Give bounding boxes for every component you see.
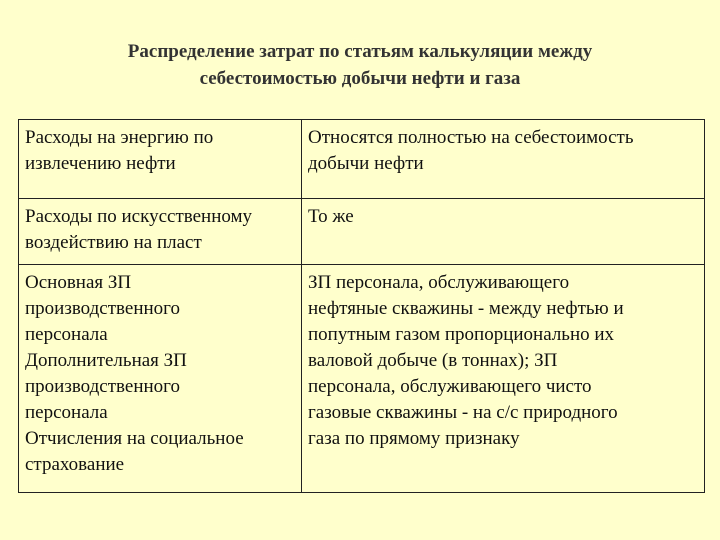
cell-text-line: персонала, обслуживающего чисто [308,376,592,397]
cost-item-cell [19,120,302,199]
table-row [19,120,705,199]
allocation-cell [302,199,705,265]
allocation-cell [302,120,705,199]
cell-text-line: добычи нефти [308,153,424,174]
table-row [19,265,705,493]
cell-text-line: страхование [25,454,125,475]
cell-text-line: извлечению нефти [25,153,176,174]
cell-text-line: воздействию на пласт [25,232,202,253]
cell-text-line: нефтяные скважины - между нефтью и [308,298,624,319]
cell-text-line: производственного [25,376,180,397]
cost-item-cell [19,199,302,265]
allocation-cell [302,265,705,493]
cell-text-line: газа по прямому признаку [308,428,520,449]
cost-item-cell [19,265,302,493]
cell-text-line: валовой добыче (в тоннах); ЗП [308,350,558,371]
cell-text-line: Относятся полностью на себестоимость [308,127,634,148]
title-line-1: Распределение затрат по статьям калькуляции между [127,41,593,62]
cell-text-line: Дополнительная ЗП [25,350,187,371]
page-title [60,38,660,92]
cell-text-line: газовые скважины - на с/с природного [308,402,618,423]
cell-text-line: персонала [25,402,108,423]
title-line-2: себестоимостью добычи нефти и газа [199,68,521,89]
table-row [19,199,705,265]
cell-text-line: попутным газом пропорционально их [308,324,615,345]
cost-allocation-table [18,119,705,493]
cell-text-line: Основная ЗП [25,272,132,293]
cell-text-line: ЗП персонала, обслуживающего [308,272,570,293]
cell-text-line: Расходы по искусственному [25,206,253,227]
cell-text-line: Расходы на энергию по [25,127,214,148]
cell-text-line: Отчисления на социальное [25,428,244,449]
cell-text-line: То же [308,206,354,227]
cell-text-line: производственного [25,298,180,319]
cell-text-line: персонала [25,324,108,345]
